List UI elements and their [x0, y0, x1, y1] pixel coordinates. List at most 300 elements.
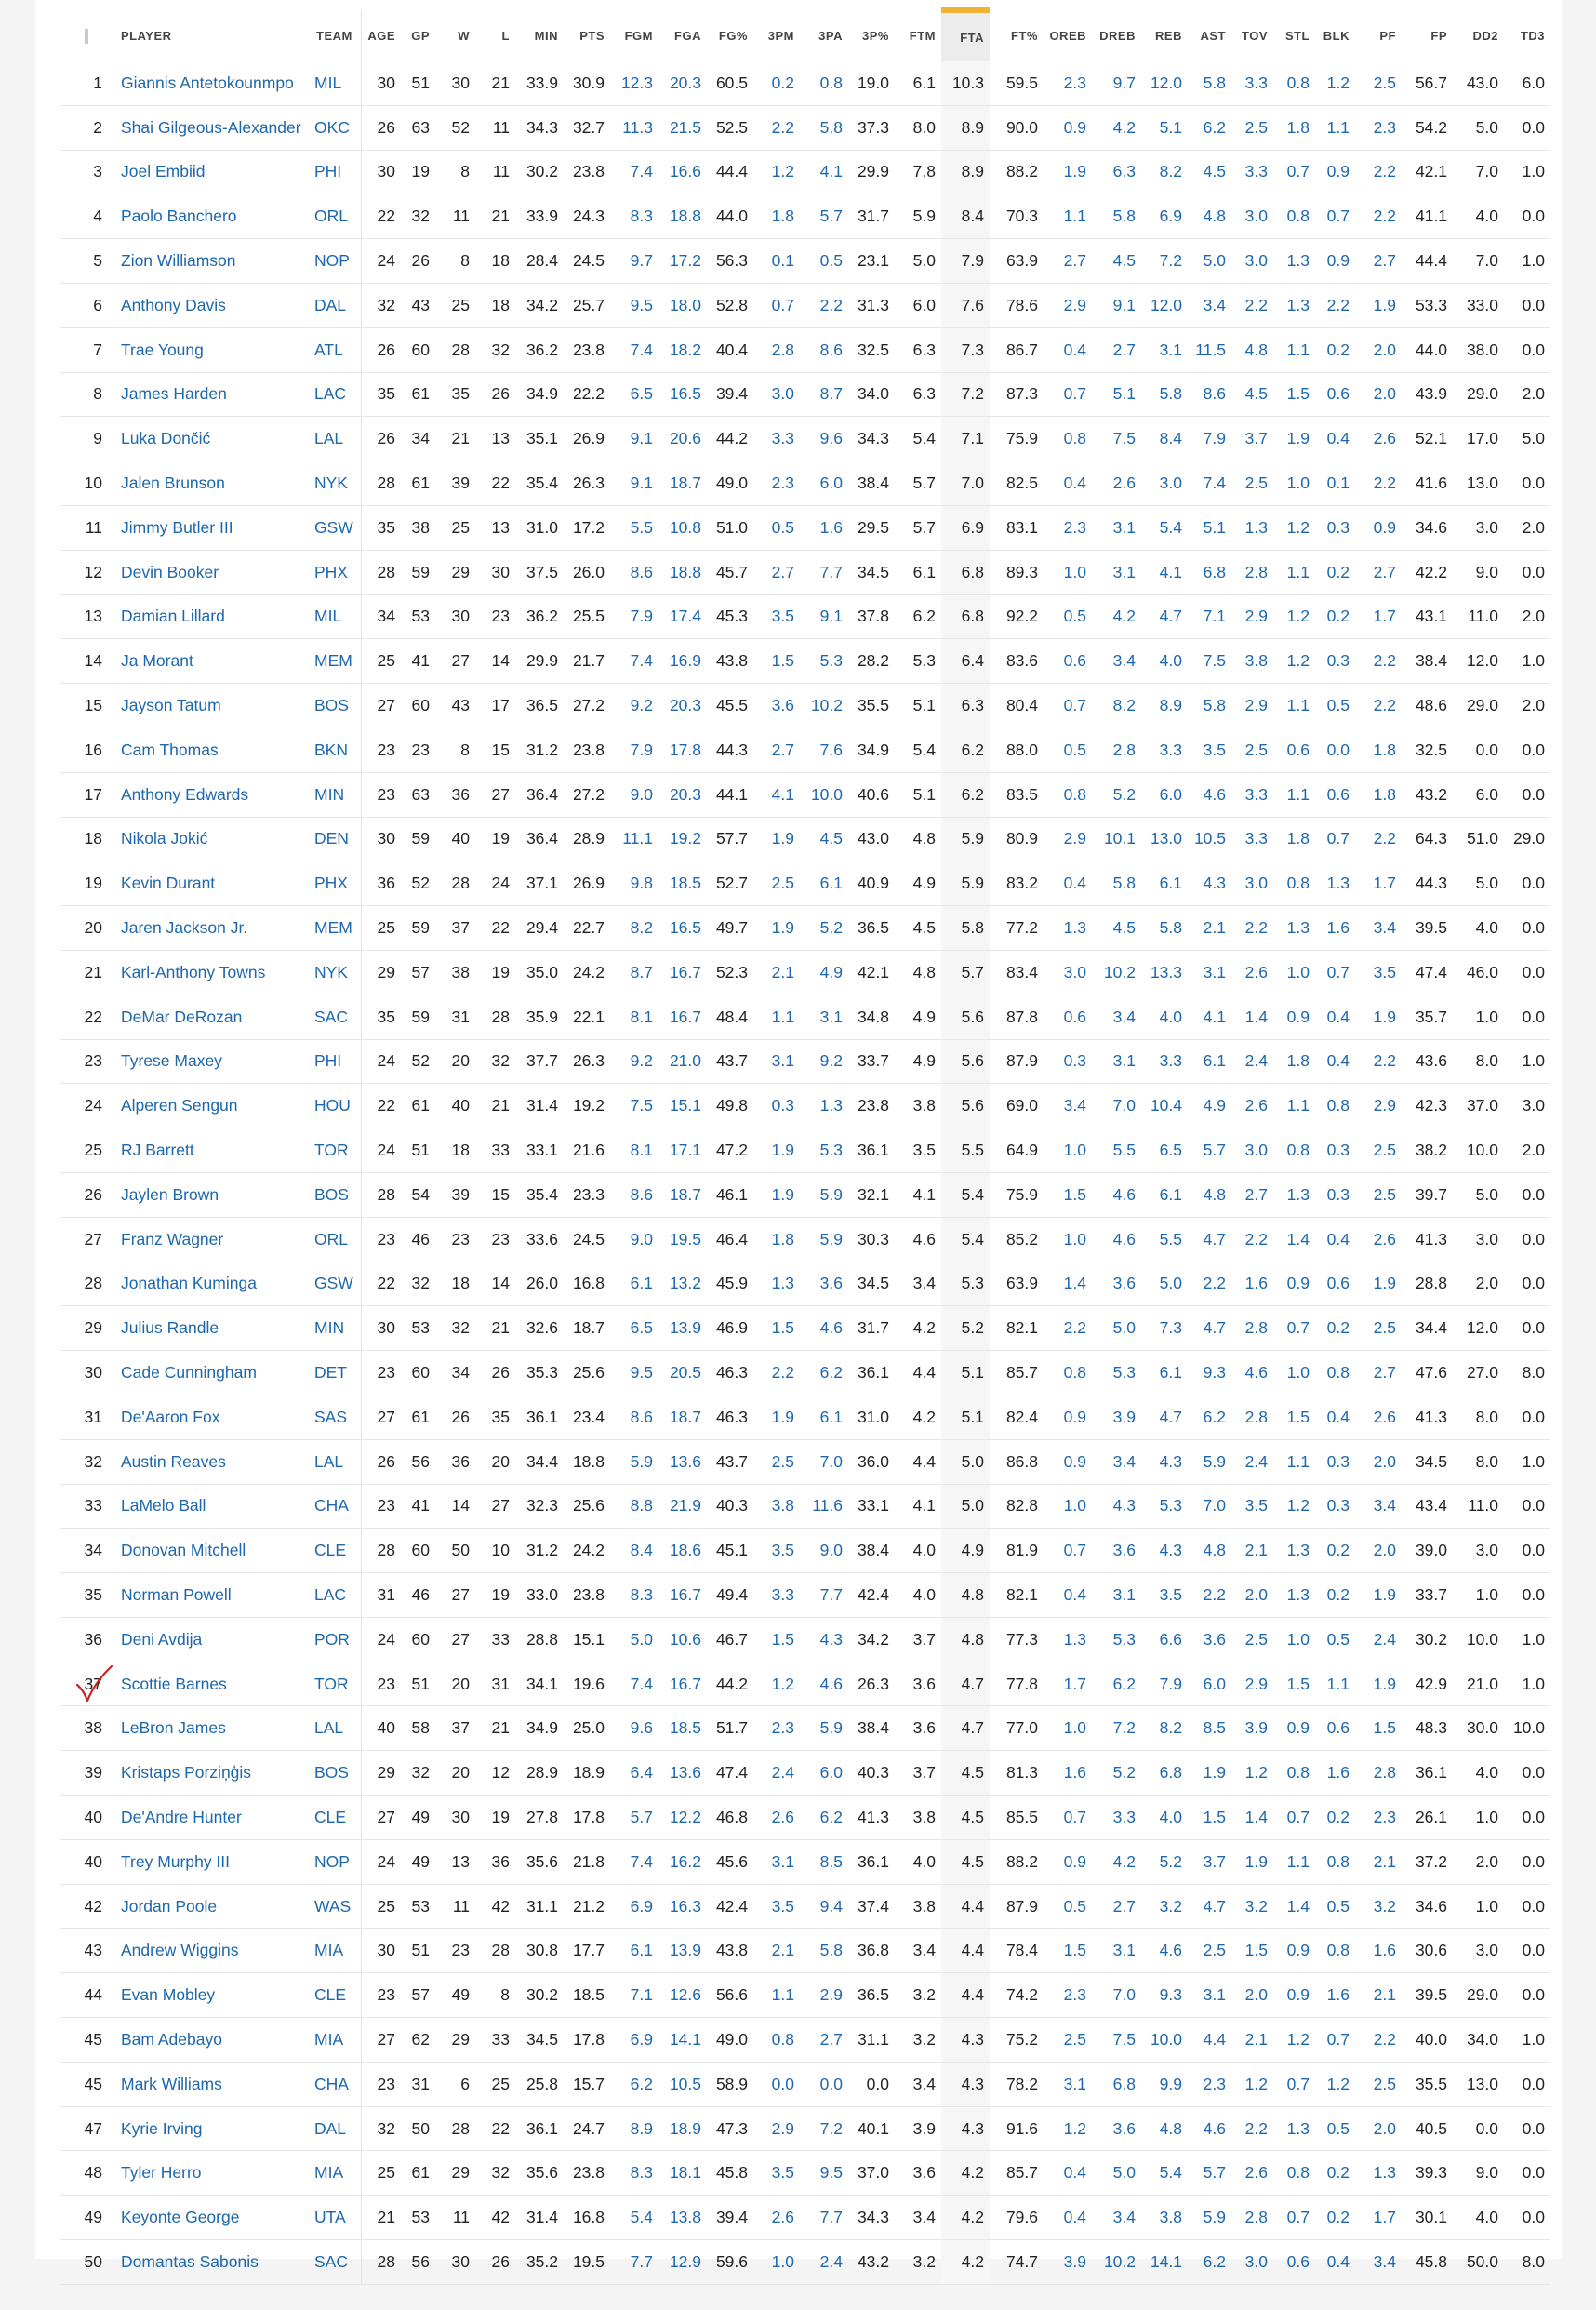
stat-link[interactable]: 8.1: [630, 1007, 653, 1026]
header-age[interactable]: AGE: [367, 29, 395, 43]
stat-link[interactable]: 1.1: [1286, 1096, 1310, 1115]
stat-link[interactable]: 0.2: [1326, 1584, 1350, 1604]
stat-link[interactable]: 3.5: [771, 1896, 794, 1916]
player-link[interactable]: Trey Murphy III: [121, 1851, 231, 1871]
stat-link[interactable]: 1.0: [1286, 1629, 1310, 1649]
team-link[interactable]: MIL: [314, 73, 342, 92]
stat-link[interactable]: 3.5: [771, 2163, 794, 2183]
stat-link[interactable]: 0.8: [1063, 784, 1086, 804]
team-link[interactable]: UTA: [314, 2208, 346, 2227]
team-link[interactable]: GSW: [314, 1274, 353, 1293]
stat-link[interactable]: 0.4: [1063, 474, 1086, 493]
stat-link[interactable]: 10.0: [810, 784, 843, 804]
stat-link[interactable]: 1.9: [1373, 1584, 1396, 1604]
stat-link[interactable]: 2.2: [1373, 162, 1396, 181]
stat-link[interactable]: 0.5: [771, 517, 794, 537]
stat-link[interactable]: 3.0: [1244, 251, 1268, 271]
player-link[interactable]: DeMar DeRozan: [121, 1007, 243, 1026]
stat-link[interactable]: 9.1: [630, 474, 653, 493]
stat-link[interactable]: 0.8: [771, 2029, 794, 2049]
stat-link[interactable]: 2.6: [1244, 2163, 1268, 2183]
stat-link[interactable]: 11.1: [622, 829, 653, 848]
stat-link[interactable]: 2.1: [1203, 918, 1226, 938]
stat-link[interactable]: 5.9: [1203, 1451, 1226, 1471]
stat-link[interactable]: 2.5: [1203, 1941, 1226, 1960]
team-link[interactable]: NYK: [314, 962, 348, 981]
stat-link[interactable]: 4.8: [1244, 340, 1268, 359]
player-link[interactable]: Donovan Mitchell: [121, 1541, 246, 1560]
stat-link[interactable]: 2.2: [1203, 1584, 1226, 1604]
stat-link[interactable]: 0.7: [1286, 2208, 1310, 2227]
stat-link[interactable]: 2.5: [1373, 2074, 1396, 2093]
stat-link[interactable]: 2.2: [1373, 207, 1396, 226]
stat-link[interactable]: 5.7: [630, 1807, 653, 1826]
stat-link[interactable]: 7.1: [630, 1985, 653, 2005]
stat-link[interactable]: 18.7: [669, 1407, 701, 1426]
stat-link[interactable]: 2.6: [1112, 474, 1136, 493]
stat-link[interactable]: 1.2: [1244, 1763, 1268, 1783]
stat-link[interactable]: 3.0: [1244, 2251, 1268, 2271]
stat-link[interactable]: 1.0: [1063, 1229, 1086, 1248]
team-link[interactable]: ATL: [314, 340, 343, 359]
stat-link[interactable]: 4.1: [819, 162, 843, 181]
stat-link[interactable]: 2.7: [1373, 1363, 1396, 1382]
stat-link[interactable]: 1.1: [1326, 1674, 1350, 1693]
stat-link[interactable]: 0.6: [1326, 1718, 1350, 1738]
stat-link[interactable]: 18.0: [669, 295, 701, 314]
stat-link[interactable]: 0.6: [1063, 1007, 1086, 1026]
stat-link[interactable]: 6.5: [1159, 1141, 1182, 1160]
stat-link[interactable]: 1.3: [1326, 874, 1350, 893]
player-link[interactable]: Nikola Jokić: [121, 829, 208, 848]
team-link[interactable]: MIA: [314, 2029, 344, 2049]
stat-link[interactable]: 16.7: [669, 1007, 701, 1026]
stat-link[interactable]: 2.6: [1373, 429, 1396, 448]
stat-link[interactable]: 1.8: [771, 1229, 794, 1248]
stat-link[interactable]: 2.7: [771, 740, 794, 759]
stat-link[interactable]: 1.2: [771, 1674, 794, 1693]
stat-link[interactable]: 5.9: [1203, 2208, 1226, 2227]
stat-link[interactable]: 10.6: [669, 1629, 701, 1649]
stat-link[interactable]: 7.9: [630, 740, 653, 759]
stat-link[interactable]: 8.3: [630, 207, 653, 226]
player-link[interactable]: Jonathan Kuminga: [121, 1274, 257, 1293]
stat-link[interactable]: 4.2: [1112, 1851, 1136, 1871]
stat-link[interactable]: 2.2: [1373, 474, 1396, 493]
stat-link[interactable]: 8.3: [630, 1584, 653, 1604]
stat-link[interactable]: 2.6: [1373, 1407, 1396, 1426]
stat-link[interactable]: 6.1: [819, 874, 843, 893]
header-fga[interactable]: FGA: [674, 29, 701, 43]
stat-link[interactable]: 0.7: [1063, 1541, 1086, 1560]
stat-link[interactable]: 1.5: [771, 651, 794, 671]
stat-link[interactable]: 6.4: [630, 1763, 653, 1783]
stat-link[interactable]: 0.2: [1326, 340, 1350, 359]
stat-link[interactable]: 2.0: [1373, 2118, 1396, 2138]
header-fg-pct[interactable]: FG%: [718, 29, 748, 43]
player-link[interactable]: Devin Booker: [121, 562, 219, 581]
player-link[interactable]: Deni Avdija: [121, 1629, 203, 1649]
stat-link[interactable]: 13.0: [1150, 829, 1182, 848]
stat-link[interactable]: 0.9: [1286, 1985, 1310, 2005]
stat-link[interactable]: 12.9: [669, 2251, 701, 2271]
stat-link[interactable]: 0.3: [1326, 517, 1350, 537]
stat-link[interactable]: 0.9: [1286, 1007, 1310, 1026]
header-ftm[interactable]: FTM: [909, 29, 936, 43]
stat-link[interactable]: 0.7: [1063, 696, 1086, 715]
player-link[interactable]: Jayson Tatum: [121, 696, 221, 715]
stat-link[interactable]: 1.1: [1326, 117, 1350, 137]
stat-link[interactable]: 1.1: [1286, 340, 1310, 359]
stat-link[interactable]: 2.2: [1373, 696, 1396, 715]
team-link[interactable]: GSW: [314, 517, 353, 537]
stat-link[interactable]: 4.5: [1203, 162, 1226, 181]
stat-link[interactable]: 16.7: [669, 1674, 701, 1693]
stat-link[interactable]: 1.5: [1286, 1407, 1310, 1426]
stat-link[interactable]: 1.6: [1244, 1274, 1268, 1293]
team-link[interactable]: MIN: [314, 784, 345, 804]
stat-link[interactable]: 3.3: [1244, 829, 1268, 848]
stat-link[interactable]: 0.4: [1326, 2251, 1350, 2271]
stat-link[interactable]: 6.1: [630, 1274, 653, 1293]
team-link[interactable]: ORL: [314, 207, 348, 226]
stat-link[interactable]: 1.8: [1286, 829, 1310, 848]
header-3pa[interactable]: 3PA: [818, 29, 843, 43]
stat-link[interactable]: 2.6: [1244, 1096, 1268, 1115]
stat-link[interactable]: 1.3: [1286, 918, 1310, 938]
stat-link[interactable]: 0.3: [771, 1096, 794, 1115]
team-link[interactable]: WAS: [314, 1896, 352, 1916]
stat-link[interactable]: 2.0: [1373, 384, 1396, 404]
stat-link[interactable]: 3.5: [771, 1541, 794, 1560]
stat-link[interactable]: 3.1: [1112, 1584, 1136, 1604]
stat-link[interactable]: 0.5: [1063, 1896, 1086, 1916]
stat-link[interactable]: 1.0: [1063, 1141, 1086, 1160]
stat-link[interactable]: 5.3: [819, 651, 843, 671]
stat-link[interactable]: 9.5: [630, 295, 653, 314]
stat-link[interactable]: 1.2: [1286, 1496, 1310, 1516]
stat-link[interactable]: 2.7: [771, 562, 794, 581]
stat-link[interactable]: 9.5: [819, 2163, 843, 2183]
stat-link[interactable]: 4.5: [819, 829, 843, 848]
stat-link[interactable]: 2.2: [819, 295, 843, 314]
player-link[interactable]: De'Andre Hunter: [121, 1807, 242, 1826]
team-link[interactable]: LAC: [314, 384, 347, 404]
stat-link[interactable]: 16.3: [669, 1896, 701, 1916]
team-link[interactable]: SAC: [314, 2251, 348, 2271]
header-l[interactable]: L: [501, 29, 510, 43]
stat-link[interactable]: 9.9: [1159, 2074, 1182, 2093]
stat-link[interactable]: 1.2: [1286, 517, 1310, 537]
stat-link[interactable]: 1.2: [771, 162, 794, 181]
stat-link[interactable]: 7.3: [1159, 1318, 1182, 1338]
stat-link[interactable]: 0.7: [1286, 2074, 1310, 2093]
stat-link[interactable]: 1.9: [771, 1184, 794, 1204]
stat-link[interactable]: 4.3: [1112, 1496, 1136, 1516]
stat-link[interactable]: 2.5: [1244, 740, 1268, 759]
stat-link[interactable]: 7.5: [1203, 651, 1226, 671]
stat-link[interactable]: 20.6: [669, 429, 701, 448]
stat-link[interactable]: 6.1: [1159, 1363, 1182, 1382]
team-link[interactable]: SAS: [314, 1407, 348, 1426]
stat-link[interactable]: 18.8: [669, 562, 701, 581]
stat-link[interactable]: 0.6: [1326, 784, 1350, 804]
stat-link[interactable]: 4.9: [819, 962, 843, 981]
team-link[interactable]: MEM: [314, 651, 352, 671]
player-link[interactable]: Damian Lillard: [121, 607, 225, 626]
stat-link[interactable]: 8.7: [819, 384, 843, 404]
player-link[interactable]: Shai Gilgeous-Alexander: [121, 117, 301, 137]
team-link[interactable]: PHI: [314, 162, 342, 181]
stat-link[interactable]: 5.0: [630, 1629, 653, 1649]
stat-link[interactable]: 7.1: [1203, 607, 1226, 626]
stat-link[interactable]: 18.5: [669, 874, 701, 893]
stat-link[interactable]: 2.6: [1373, 1229, 1396, 1248]
stat-link[interactable]: 1.8: [1286, 117, 1310, 137]
stat-link[interactable]: 3.0: [1244, 1141, 1268, 1160]
stat-link[interactable]: 2.5: [1063, 2029, 1086, 2049]
stat-link[interactable]: 0.8: [1286, 874, 1310, 893]
stat-link[interactable]: 2.5: [1244, 117, 1268, 137]
stat-link[interactable]: 8.2: [1112, 696, 1136, 715]
stat-link[interactable]: 5.8: [1112, 874, 1136, 893]
stat-link[interactable]: 7.7: [819, 2208, 843, 2227]
stat-link[interactable]: 10.4: [1150, 1096, 1182, 1115]
player-link[interactable]: Cade Cunningham: [121, 1363, 257, 1382]
stat-link[interactable]: 2.8: [1244, 1407, 1268, 1426]
stat-link[interactable]: 3.7: [1203, 1851, 1226, 1871]
stat-link[interactable]: 1.1: [1063, 207, 1086, 226]
player-link[interactable]: Anthony Edwards: [121, 784, 249, 804]
stat-link[interactable]: 1.8: [1373, 740, 1396, 759]
player-link[interactable]: Luka Dončić: [121, 429, 211, 448]
stat-link[interactable]: 0.5: [1326, 2118, 1350, 2138]
stat-link[interactable]: 5.7: [1203, 2163, 1226, 2183]
stat-link[interactable]: 0.4: [1063, 340, 1086, 359]
stat-link[interactable]: 2.1: [1244, 2029, 1268, 2049]
stat-link[interactable]: 3.0: [1244, 207, 1268, 226]
header-fta[interactable]: FTA: [941, 10, 990, 61]
team-link[interactable]: MIA: [314, 2163, 344, 2183]
stat-link[interactable]: 1.7: [1373, 607, 1396, 626]
stat-link[interactable]: 3.0: [1063, 962, 1086, 981]
stat-link[interactable]: 1.8: [1373, 784, 1396, 804]
player-link[interactable]: Jordan Poole: [121, 1896, 218, 1916]
stat-link[interactable]: 7.4: [630, 651, 653, 671]
player-link[interactable]: Anthony Davis: [121, 295, 226, 314]
stat-link[interactable]: 4.7: [1159, 1407, 1182, 1426]
stat-link[interactable]: 3.5: [1373, 962, 1396, 981]
stat-link[interactable]: 1.6: [1326, 1763, 1350, 1783]
stat-link[interactable]: 8.5: [1203, 1718, 1226, 1738]
stat-link[interactable]: 2.4: [1244, 1451, 1268, 1471]
stat-link[interactable]: 5.5: [1112, 1141, 1136, 1160]
team-link[interactable]: POR: [314, 1629, 350, 1649]
team-link[interactable]: CLE: [314, 1985, 347, 2005]
stat-link[interactable]: 8.5: [819, 1851, 843, 1871]
stat-link[interactable]: 2.0: [1244, 1584, 1268, 1604]
stat-link[interactable]: 11.6: [812, 1496, 843, 1516]
stat-link[interactable]: 1.0: [1286, 1363, 1310, 1382]
team-link[interactable]: PHX: [314, 874, 348, 893]
header-dd2[interactable]: DD2: [1472, 29, 1498, 43]
stat-link[interactable]: 2.8: [1373, 1763, 1396, 1783]
stat-link[interactable]: 2.7: [1112, 1896, 1136, 1916]
stat-link[interactable]: 5.1: [1203, 517, 1226, 537]
stat-link[interactable]: 18.5: [669, 1718, 701, 1738]
stat-link[interactable]: 10.5: [669, 2074, 701, 2093]
stat-link[interactable]: 3.9: [1244, 1718, 1268, 1738]
stat-link[interactable]: 5.5: [630, 517, 653, 537]
stat-link[interactable]: 8.6: [1203, 384, 1226, 404]
stat-link[interactable]: 0.9: [1063, 1407, 1086, 1426]
stat-link[interactable]: 0.8: [1286, 2163, 1310, 2183]
stat-link[interactable]: 1.0: [1063, 1496, 1086, 1516]
stat-link[interactable]: 0.1: [771, 251, 794, 271]
stat-link[interactable]: 3.1: [1203, 1985, 1226, 2005]
stat-link[interactable]: 3.5: [1159, 1584, 1182, 1604]
header-pts[interactable]: PTS: [579, 29, 605, 43]
stat-link[interactable]: 9.8: [630, 874, 653, 893]
stat-link[interactable]: 0.2: [1326, 562, 1350, 581]
stat-link[interactable]: 5.8: [1203, 73, 1226, 92]
stat-link[interactable]: 1.9: [1373, 1274, 1396, 1293]
header-3p-pct[interactable]: 3P%: [862, 29, 889, 43]
stat-link[interactable]: 0.7: [771, 295, 794, 314]
stat-link[interactable]: 6.1: [819, 1407, 843, 1426]
stat-link[interactable]: 5.9: [630, 1451, 653, 1471]
header-3pm[interactable]: 3PM: [767, 29, 794, 43]
stat-link[interactable]: 6.8: [1112, 2074, 1136, 2093]
player-link[interactable]: Julius Randle: [121, 1318, 219, 1338]
stat-link[interactable]: 6.1: [1159, 874, 1182, 893]
team-link[interactable]: TOR: [314, 1674, 349, 1693]
player-link[interactable]: Tyrese Maxey: [121, 1051, 222, 1071]
stat-link[interactable]: 4.0: [1159, 1007, 1182, 1026]
stat-link[interactable]: 3.3: [1159, 1051, 1182, 1071]
team-link[interactable]: BKN: [314, 740, 348, 759]
stat-link[interactable]: 1.9: [1063, 162, 1086, 181]
stat-link[interactable]: 0.3: [1063, 1051, 1086, 1071]
stat-link[interactable]: 7.0: [819, 1451, 843, 1471]
stat-link[interactable]: 3.1: [1112, 1051, 1136, 1071]
stat-link[interactable]: 2.0: [1244, 1985, 1268, 2005]
stat-link[interactable]: 2.1: [771, 962, 794, 981]
stat-link[interactable]: 2.8: [771, 340, 794, 359]
stat-link[interactable]: 10.1: [1103, 829, 1136, 848]
team-link[interactable]: NOP: [314, 1851, 350, 1871]
stat-link[interactable]: 3.6: [819, 1274, 843, 1293]
player-link[interactable]: Evan Mobley: [121, 1985, 216, 2005]
stat-link[interactable]: 13.9: [669, 1941, 701, 1960]
stat-link[interactable]: 6.5: [630, 1318, 653, 1338]
stat-link[interactable]: 16.6: [669, 162, 701, 181]
stat-link[interactable]: 3.1: [1112, 562, 1136, 581]
stat-link[interactable]: 0.8: [1326, 1851, 1350, 1871]
stat-link[interactable]: 2.5: [1373, 1184, 1396, 1204]
player-link[interactable]: Keyonte George: [121, 2208, 240, 2227]
stat-link[interactable]: 2.2: [1203, 1274, 1226, 1293]
stat-link[interactable]: 0.0: [771, 2074, 794, 2093]
stat-link[interactable]: 2.7: [1063, 251, 1086, 271]
stat-link[interactable]: 1.9: [1203, 1763, 1226, 1783]
stat-link[interactable]: 6.9: [630, 1896, 653, 1916]
stat-link[interactable]: 4.8: [1159, 2118, 1182, 2138]
stat-link[interactable]: 17.4: [669, 607, 701, 626]
stat-link[interactable]: 4.0: [1159, 651, 1182, 671]
stat-link[interactable]: 2.7: [819, 2029, 843, 2049]
stat-link[interactable]: 2.7: [1373, 251, 1396, 271]
stat-link[interactable]: 1.1: [771, 1985, 794, 2005]
stat-link[interactable]: 0.4: [1063, 2208, 1086, 2227]
stat-link[interactable]: 7.0: [1112, 1985, 1136, 2005]
stat-link[interactable]: 9.0: [630, 1229, 653, 1248]
stat-link[interactable]: 18.2: [669, 340, 701, 359]
stat-link[interactable]: 5.0: [1159, 1274, 1182, 1293]
stat-link[interactable]: 20.5: [669, 1363, 701, 1382]
stat-link[interactable]: 4.0: [1159, 1807, 1182, 1826]
team-link[interactable]: MEM: [314, 918, 352, 938]
stat-link[interactable]: 1.0: [1063, 1718, 1086, 1738]
stat-link[interactable]: 0.6: [1063, 651, 1086, 671]
stat-link[interactable]: 3.1: [819, 1007, 843, 1026]
stat-link[interactable]: 0.2: [1326, 1541, 1350, 1560]
stat-link[interactable]: 6.2: [630, 2074, 653, 2093]
stat-link[interactable]: 2.0: [1373, 1451, 1396, 1471]
stat-link[interactable]: 2.0: [1373, 1541, 1396, 1560]
stat-link[interactable]: 3.3: [1244, 73, 1268, 92]
stat-link[interactable]: 7.4: [630, 1674, 653, 1693]
stat-link[interactable]: 0.8: [1063, 1363, 1086, 1382]
stat-link[interactable]: 5.9: [819, 1229, 843, 1248]
stat-link[interactable]: 1.9: [771, 1407, 794, 1426]
stat-link[interactable]: 0.8: [1286, 1763, 1310, 1783]
stat-link[interactable]: 13.6: [669, 1451, 701, 1471]
stat-link[interactable]: 16.5: [669, 918, 701, 938]
stat-link[interactable]: 2.4: [771, 1763, 794, 1783]
stat-link[interactable]: 2.7: [1244, 1184, 1268, 1204]
stat-link[interactable]: 5.8: [1112, 207, 1136, 226]
stat-link[interactable]: 18.1: [669, 2163, 701, 2183]
stat-link[interactable]: 0.3: [1326, 1496, 1350, 1516]
stat-link[interactable]: 0.2: [1326, 607, 1350, 626]
stat-link[interactable]: 2.9: [1244, 696, 1268, 715]
stat-link[interactable]: 0.2: [1326, 2208, 1350, 2227]
player-link[interactable]: Bam Adebayo: [121, 2029, 222, 2049]
stat-link[interactable]: 8.7: [630, 962, 653, 981]
stat-link[interactable]: 8.9: [630, 2118, 653, 2138]
stat-link[interactable]: 1.2: [1063, 2118, 1086, 2138]
stat-link[interactable]: 10.5: [1193, 829, 1226, 848]
header-team[interactable]: TEAM: [307, 10, 361, 61]
stat-link[interactable]: 3.6: [1112, 1541, 1136, 1560]
team-link[interactable]: MIL: [314, 607, 342, 626]
stat-link[interactable]: 0.9: [1063, 1451, 1086, 1471]
stat-link[interactable]: 0.5: [1326, 1896, 1350, 1916]
stat-link[interactable]: 5.8: [819, 117, 843, 137]
player-link[interactable]: Trae Young: [121, 340, 204, 359]
stat-link[interactable]: 17.2: [669, 251, 701, 271]
stat-link[interactable]: 5.8: [1159, 384, 1182, 404]
stat-link[interactable]: 5.4: [630, 2208, 653, 2227]
stat-link[interactable]: 3.1: [771, 1051, 794, 1071]
stat-link[interactable]: 3.4: [1373, 918, 1396, 938]
stat-link[interactable]: 6.3: [1112, 162, 1136, 181]
stat-link[interactable]: 7.7: [819, 1584, 843, 1604]
stat-link[interactable]: 5.9: [819, 1718, 843, 1738]
stat-link[interactable]: 1.5: [1063, 1941, 1086, 1960]
stat-link[interactable]: 13.3: [1150, 962, 1182, 981]
